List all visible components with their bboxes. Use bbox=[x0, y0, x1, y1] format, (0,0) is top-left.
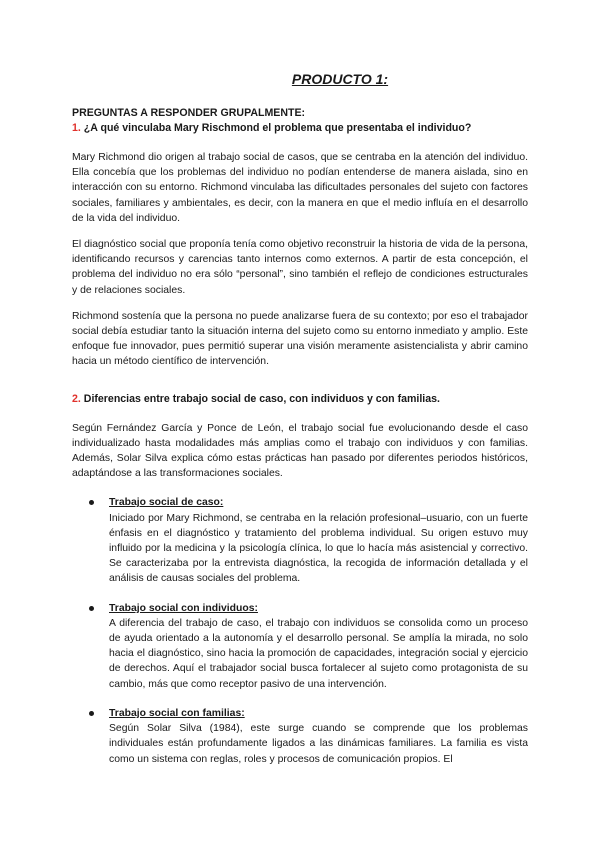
section-heading: PREGUNTAS A RESPONDER GRUPALMENTE: bbox=[72, 107, 306, 119]
question-2-text: Diferencias entre trabajo social de caso, con individuos y con familias. bbox=[83, 392, 440, 405]
document-title: PRODUCTO 1: bbox=[291, 71, 389, 87]
item-1-title: Trabajo social de caso: bbox=[109, 497, 224, 509]
question-2-intro: Según Fernández García y Ponce de León, el trabajo social fue evolucionando desde el caso individualizado hasta modalidades más amplias como el trabajo con individuos y con familias. Además, Solar Silva explica cómo estas prácticas han pasado por diferentes periodos históricos, adaptándose a las transformaciones sociales. bbox=[72, 422, 528, 480]
bullet-icon bbox=[89, 500, 94, 505]
bullet-icon bbox=[89, 606, 94, 611]
question-2-heading bbox=[72, 392, 528, 407]
question-1-heading bbox=[72, 121, 528, 136]
item-2-body: A diferencia del trabajo de caso, el trabajo con individuos se consolida como un proceso de ayuda orientado a la autonomía y el desarrollo personal. Se amplía la mirada, no solo hacia el diagnóstico, sino hacia la promoción de capacidades, integración social y ejercicio de derechos. Aquí el trabajador social busca fortalecer al sujeto como protagonista de su cambio, más que como receptor pasivo de una intervención. bbox=[109, 617, 528, 690]
item-3-body: Según Solar Silva (1984), este surge cuando se comprende que los problemas individuales están profundamente ligados a las dinámicas familiares. La familia es vista como un sistema con reglas, roles y procesos de comunicación propios. El bbox=[109, 723, 528, 765]
question-1-number: 1. bbox=[72, 122, 81, 134]
list-item bbox=[72, 601, 528, 692]
item-2-title: Trabajo social con individuos: bbox=[109, 602, 258, 614]
list-item bbox=[72, 706, 528, 767]
question-1-text: ¿A qué vinculaba Mary Rischmond el problema que presentaba el individuo? bbox=[83, 122, 472, 134]
list-item bbox=[72, 495, 528, 586]
question-1-paragraph-1: Mary Richmond dio origen al trabajo social de casos, que se centraba en la atención del individuo. Ella concebía que los problemas del individuo no podían entenderse de manera aislada, sino en interacción con su entorno. Richmond vinculaba las dificultades personales del sujeto con factores sociales, familiares y ambientales, es decir, con la manera en que el medio influía en el desarrollo de la vida del individuo. bbox=[72, 152, 528, 224]
question-2-list bbox=[72, 495, 528, 766]
document-page bbox=[72, 70, 528, 767]
question-2-number: 2. bbox=[72, 392, 81, 405]
bullet-icon bbox=[89, 711, 94, 716]
question-1-paragraph-3: Richmond sostenía que la persona no puede analizarse fuera de su contexto; por eso el trabajador social debía estudiar tanto la situación interna del sujeto como su entorno inmediato y amplio. Este enfoque fue innovador, pues permitió superar una visión meramente asistencialista y abrir camino hacia un método científico de intervención. bbox=[72, 310, 528, 368]
question-1-paragraph-2: El diagnóstico social que proponía tenía como objetivo reconstruir la historia de vida de la persona, identificando recursos y carencias tanto internos como externos. A partir de esta concepción, el problema del individuo no era sólo “personal”, sino también el reflejo de condiciones estructurales y de relaciones sociales. bbox=[72, 239, 528, 296]
item-1-body: Iniciado por Mary Richmond, se centraba en la relación profesional–usuario, con un fuerte énfasis en el diagnóstico y tratamiento del problema individual. Su origen estuvo muy influido por la medicina y la psicología clínica, lo que lo hacía más asistencial y correctivo. Se caracterizaba por la entrevista diagnóstica, la recogida de información detallada y el análisis de causas sociales del problema. bbox=[109, 512, 528, 585]
item-3-title: Trabajo social con familias: bbox=[109, 707, 245, 719]
